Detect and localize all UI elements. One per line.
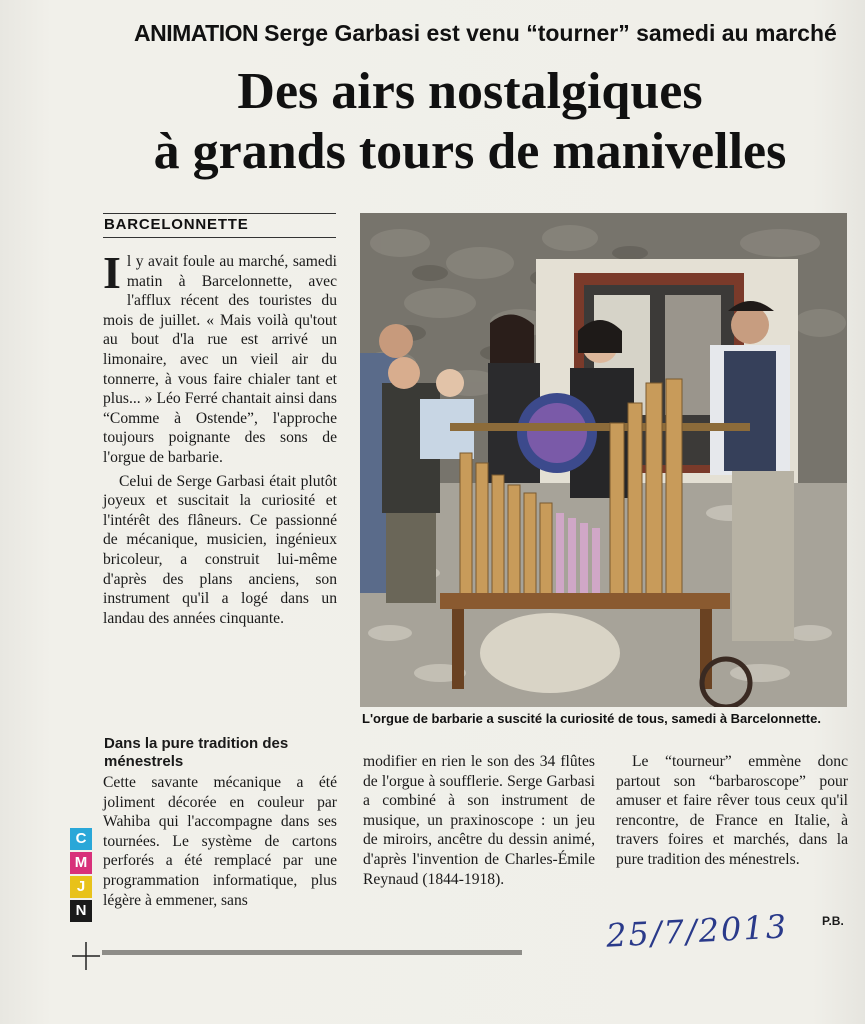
kicker-text: Serge Garbasi est venu “tourner” samedi au marché [264, 20, 837, 46]
article-subhead: Dans la pure tradition des ménestrels [104, 735, 289, 770]
drop-cap: I [103, 247, 121, 298]
print-registration-bar [102, 950, 522, 955]
kicker-tag: ANIMATION [134, 20, 259, 46]
paragraph-4: modifier en rien le son des 34 flûtes de l'orgue à soufflerie. Serge Garbasi a combiné à son instrument de musique, un praxinoscope : un jeu de miroirs, ancêtre du dessin animé, d'après l'invention de Charles-Émile Reynaud (1844-1918). [363, 753, 595, 888]
paragraph-2: Celui de Serge Garbasi était plutôt joyeux et suscitait la curiosité et l'intérêt des flâneurs. Ce passionné de mécanique, musicien, ingénieux bricoleur, a construit lui-même d'après des plans anciens, son instrument qu'il a logé dans un landau des années cinquante. [103, 472, 337, 627]
section-label: BARCELONNETTE [104, 216, 249, 233]
barrel-organ-photo [360, 213, 847, 707]
cmjn-mark-j: J [70, 876, 92, 898]
article-column-4 [616, 752, 848, 870]
article-headline [110, 62, 830, 182]
section-rule-top [103, 213, 336, 214]
cmjn-mark-n: N [70, 900, 92, 922]
article-kicker [134, 20, 837, 52]
headline-line-2: à grands tours de manivelles [153, 123, 787, 180]
paragraph-3: Cette savante mécanique a été joliment décorée en couleur par Wahiba qui l'accompagne dans ses tournées. Le système de cartons perforés a été remplacé par une programmation informatique, plus légère à emmener, sans [103, 774, 337, 909]
cmjn-mark-c: C [70, 828, 92, 850]
article-photo [360, 213, 847, 707]
handwritten-date: 25/7/2013 [605, 907, 789, 955]
cmjn-color-marks [70, 828, 92, 924]
registration-crosshair-icon [72, 942, 100, 970]
paragraph-5: Le “tourneur” emmène donc partout son “barbaroscope” pour amuser et faire rêver tous ceux qu'il rencontre, de France en Italie, à travers foires et marchés, dans la pure tradition des ménestrels. [616, 753, 848, 868]
article-byline: P.B. [822, 914, 844, 928]
article-column-1 [103, 247, 337, 628]
article-column-2 [103, 773, 337, 910]
article-column-3 [363, 752, 595, 889]
cmjn-mark-m: M [70, 852, 92, 874]
section-rule-bottom [103, 237, 336, 238]
paragraph-1-text: l y avait foule au marché, samedi matin à Barcelonnette, avec l'afflux récent des touristes du mois de juillet. « Mais voilà qu'tout au bout d'la rue est arrivé un limonaire, avec un vieil air du tonnerre, à vous faire chialer tant et plus... » Léo Ferré chantait ainsi dans “Comme à Ostende”, l'approche toujours poignante des sons de l'orgue de barbarie. [103, 253, 337, 466]
paragraph-1 [103, 247, 337, 468]
headline-line-1: Des airs nostalgiques [237, 63, 703, 120]
photo-caption: L'orgue de barbarie a suscité la curiosité de tous, samedi à Barcelonnette. [362, 711, 821, 726]
